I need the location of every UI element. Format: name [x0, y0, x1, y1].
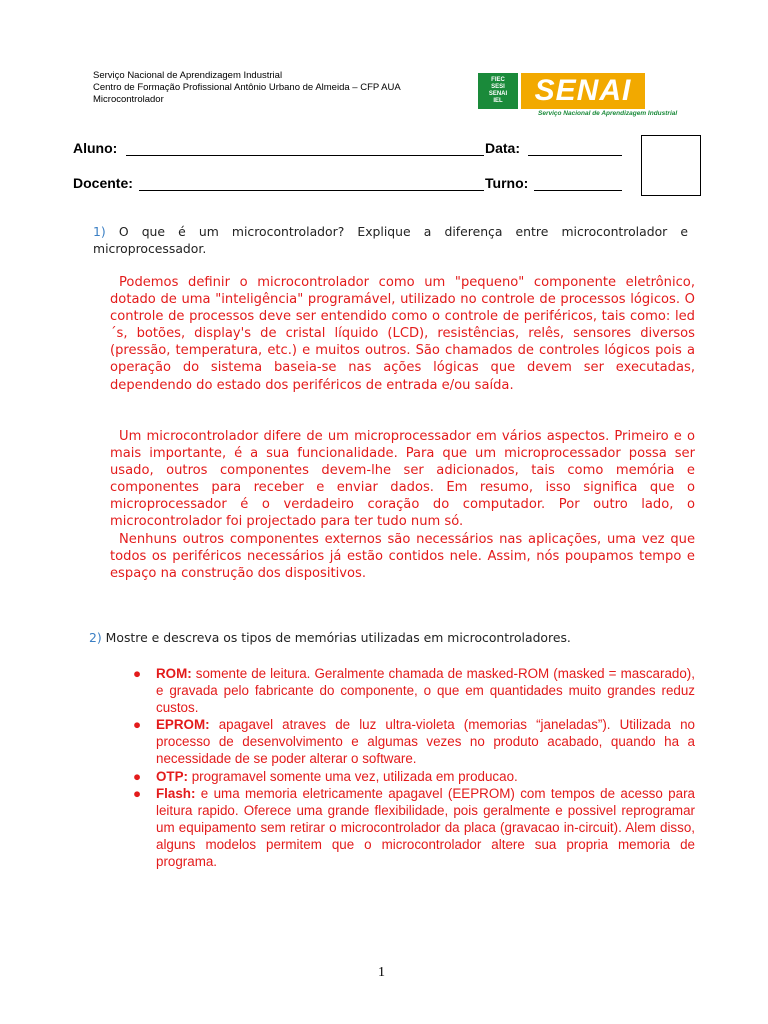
bullet-icon: ● [133, 717, 142, 733]
question-1 [93, 223, 688, 257]
turno-label: Turno: [485, 175, 529, 191]
memory-term: OTP: [156, 768, 188, 784]
memory-term: Flash: [156, 785, 196, 801]
data-field[interactable] [528, 155, 622, 156]
logo-tagline: Serviço Nacional de Aprendizagem Industrial [538, 110, 678, 117]
grade-box [641, 135, 701, 196]
aluno-field[interactable] [126, 155, 484, 156]
course-name: Microcontrolador [93, 94, 164, 105]
logo-brand-block [521, 73, 645, 109]
question-2-number: 2) [89, 630, 102, 645]
answer-1-block-b [110, 428, 695, 582]
question-1-number: 1) [93, 224, 106, 239]
docente-label: Docente: [73, 175, 133, 191]
training-center-name: Centro de Formação Profissional Antônio Urbano de Almeida – CFP AUA [93, 82, 401, 93]
docente-field[interactable] [139, 190, 484, 191]
institution-name: Serviço Nacional de Aprendizagem Industrial [93, 70, 283, 81]
turno-field[interactable] [534, 190, 622, 191]
aluno-label: Aluno: [73, 140, 118, 156]
list-item [133, 665, 695, 716]
logo-entities-block: FIEC SESI SENAI IEL [478, 73, 518, 109]
memory-term: EPROM: [156, 717, 210, 733]
senai-logo [478, 70, 678, 118]
memory-term: ROM: [156, 666, 192, 681]
memory-description: programavel somente uma vez, utilizada em producao. [191, 768, 518, 784]
answer-paragraph: Nenhuns outros componentes externos são necessários nas aplicações, uma vez que todos os periféricos necessários já estão contidos nele. Assim, nós poupamos tempo e espaço na construção dos dispositivos. [110, 531, 695, 581]
memory-description: e uma memoria eletricamente apagavel (EEPROM) com tempos de acesso para leitura rapido. Oferece uma grande flexibilidade, pois geralmente e possivel reprogramar um equipamento sem retirar o microcontrolador da placa (gravacao in-circuit). Alem disso, alguns modelos permitem que o microcontrolador altere sua propria memoria de programa. [156, 785, 695, 870]
memory-description: apagavel atraves de luz ultra-violeta (memorias “janeladas”). Utilizada no processo de desenvolvimento e algumas vezes no produto acabado, quando ha a necessidade de se poder alterar o software. [156, 717, 695, 767]
answer-1-block-a [110, 274, 695, 394]
bullet-icon: ● [133, 768, 142, 784]
page-number: 1 [378, 965, 385, 980]
institution-header [93, 70, 401, 106]
answer-paragraph: Podemos definir o microcontrolador como um "pequeno" componente eletrônico, dotado de uma "inteligência" programável, utilizado no controle de processos lógicos. O controle de processos deve ser entendido como o controle de periféricos, tais como: led´s, botões, display's de cristal líquido (LCD), resistências, relês, sensores diversos (pressão, temperatura, etc.) e muitos outros. São chamados de controles lógicos pois a operação do sistema baseia-se nas ações lógicas que devem ser executadas, dependendo do estado dos periféricos de entrada e/ou saída. [110, 275, 695, 393]
memory-description: somente de leitura. Geralmente chamada de masked-ROM (masked = mascarado), e gravada pelo fabricante do componente, o que em quantidades muito grandes reduz custos. [156, 666, 695, 716]
question-2 [89, 629, 684, 646]
logo-brand-text: SENAI [534, 74, 632, 107]
question-2-text: Mostre e descreva os tipos de memórias utilizadas em microcontroladores. [105, 630, 571, 645]
memory-types-list [133, 665, 695, 870]
bullet-icon: ● [133, 785, 142, 801]
data-label: Data: [485, 140, 521, 156]
answer-paragraph: Um microcontrolador difere de um microprocessador em vários aspectos. Primeiro e o mais importante, é a sua funcionalidade. Para que um microprocessador possa ser usado, outros componentes devem-lhe ser adicionados, tais como memória e componentes para receber e enviar dados. Em resumo, isso significa que o microprocessador é o verdadeiro coração do computador. Por outro lado, o microcontrolador foi projectado para ter tudo num só. [110, 429, 695, 530]
question-1-text: O que é um microcontrolador? Explique a diferença entre microcontrolador e microprocessador. [93, 224, 688, 256]
list-item [133, 768, 695, 785]
bullet-icon: ● [133, 666, 142, 681]
list-item [133, 785, 695, 870]
list-item [133, 716, 695, 767]
